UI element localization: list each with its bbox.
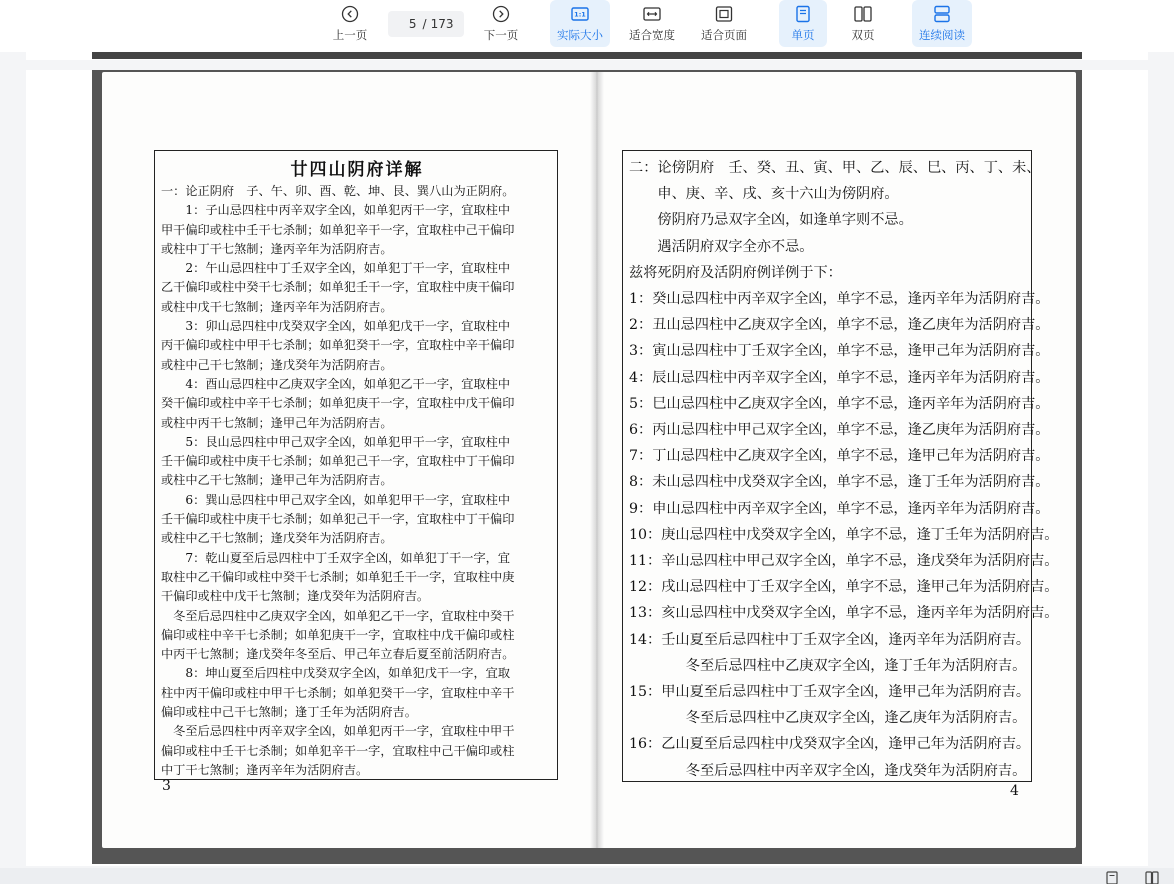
right-page-text-box	[622, 150, 1059, 782]
text-line: 15：甲山夏至后忌四柱中丁壬双字全凶，逢甲己年为活阴府吉。	[629, 684, 1031, 701]
text-line: 14：壬山夏至后忌四柱中丁壬双字全凶，逢丙辛年为活阴府吉。	[629, 631, 1031, 648]
book-gutter	[590, 72, 604, 848]
actual-size-label: 实际大小	[557, 28, 603, 42]
actual-size-icon	[571, 5, 589, 23]
total-pages: 173	[430, 17, 454, 31]
text-line: 10：庚山忌四柱中戊癸双字全凶，单字不忌，逢丁壬年为活阴府吉。	[629, 526, 1059, 543]
text-line: 13：亥山忌四柱中戊癸双字全凶，单字不忌，逢丙辛年为活阴府吉。	[629, 605, 1059, 622]
text-line: 3：寅山忌四柱中丁壬双字全凶，单字不忌，逢甲己年为活阴府吉。	[629, 343, 1050, 360]
text-line: 干偏印或柱中戊干七煞制；逢戊癸年为活阴府吉。	[161, 589, 430, 604]
text-line: 1：子山忌四柱中丙辛双字全凶，如单犯丙干一字，宜取柱中	[161, 203, 511, 218]
chevron-right-circle-icon	[492, 5, 510, 23]
text-line: 1：癸山忌四柱中丙辛双字全凶，单字不忌，逢丙辛年为活阴府吉。	[629, 291, 1050, 308]
text-line: 申、庚、辛、戌、亥十六山为傍阴府。	[629, 186, 899, 203]
page-separator: /	[422, 17, 427, 31]
text-line: 或柱中乙干七煞制；逢戊癸年为活阴府吉。	[161, 531, 393, 546]
prev-page-button[interactable]	[326, 0, 374, 47]
fit-width-button[interactable]	[622, 0, 682, 47]
text-line: 11：辛山忌四柱中甲己双字全凶，单字不忌，逢戊癸年为活阴府吉。	[629, 553, 1059, 570]
text-line: 16：乙山夏至后忌四柱中戊癸双字全凶，逢甲己年为活阴府吉。	[629, 736, 1031, 753]
text-line: 傍阴府乃忌双字全凶，如逢单字则不忌。	[629, 212, 913, 229]
text-line: 5：巳山忌四柱中乙庚双字全凶，单字不忌，逢丙辛年为活阴府吉。	[629, 395, 1050, 412]
fit-width-label: 适合宽度	[629, 28, 675, 42]
double-page-label: 双页	[851, 28, 875, 42]
text-line: 遇活阴府双字全亦不忌。	[629, 238, 814, 255]
text-line: 兹将死阴府及活阴府例详例于下：	[629, 264, 842, 281]
text-line: 7：丁山忌四柱中乙庚双字全凶，单字不忌，逢甲己年为活阴府吉。	[629, 448, 1050, 465]
continuous-reading-icon	[933, 5, 951, 23]
left-page-lines	[161, 182, 553, 780]
next-page-label: 下一页	[483, 28, 519, 42]
single-page-mode-icon[interactable]	[1105, 871, 1119, 884]
svg-text:1:1: 1:1	[574, 10, 586, 19]
text-line: 12：戌山忌四柱中丁壬双字全凶，单字不忌，逢甲己年为活阴府吉。	[629, 579, 1059, 596]
single-page-label: 单页	[791, 28, 815, 42]
text-line: 中丙干七煞制；逢戊癸年冬至后、甲己年立春后夏至前活阴府吉。	[161, 647, 515, 662]
text-line: 8：未山忌四柱中戊癸双字全凶，单字不忌，逢丁壬年为活阴府吉。	[629, 474, 1050, 491]
text-line: 丙干偏印或柱中甲干七杀制；如单犯癸干一字，宜取柱中辛干偏印	[161, 338, 515, 353]
page-indicator	[388, 11, 464, 37]
text-line: 4：辰山忌四柱中丙辛双字全凶，单字不忌，逢丙辛年为活阴府吉。	[629, 369, 1050, 386]
text-line: 二：论傍阴府 壬、癸、丑、寅、甲、乙、辰、巳、丙、丁、未、	[629, 160, 1041, 176]
text-line: 6：巽山忌四柱中甲己双字全凶，如单犯甲干一字，宜取柱中	[161, 492, 511, 507]
scanned-page-image	[92, 70, 1082, 864]
double-page-mode-icon[interactable]	[1145, 871, 1159, 884]
text-line: 一：论正阴府 子、午、卯、酉、乾、坤、艮、巽八山为正阴府。	[161, 184, 515, 198]
text-line: 冬至后忌四柱中丙辛双字全凶，如单犯丙干一字，宜取柱中甲干	[161, 724, 515, 739]
page-number-input[interactable]	[399, 17, 417, 31]
status-bar	[0, 868, 1174, 884]
text-line: 中丁干七煞制；逢丙辛年为活阴府吉。	[161, 762, 369, 777]
single-page-button[interactable]	[779, 0, 827, 47]
text-line: 壬干偏印或柱中庚干七杀制；如单犯己干一字，宜取柱中丁干偏印	[161, 454, 515, 469]
text-line: 6：丙山忌四柱中甲己双字全凶，单字不忌，逢乙庚年为活阴府吉。	[629, 422, 1050, 439]
text-line: 冬至后忌四柱中乙庚双字全凶，逢乙庚年为活阴府吉。	[629, 710, 1027, 727]
book-spread	[102, 72, 1076, 848]
fit-page-icon	[715, 5, 733, 23]
chevron-left-circle-icon	[341, 5, 359, 23]
text-line: 冬至后忌四柱中丙辛双字全凶，逢戊癸年为活阴府吉。	[629, 762, 1027, 779]
fit-page-label: 适合页面	[701, 28, 747, 42]
text-line: 偏印或柱中己干七煞制；逢丁壬年为活阴府吉。	[161, 705, 417, 720]
text-line: 乙干偏印或柱中癸干七杀制；如单犯壬干一字，宜取柱中庚干偏印	[161, 280, 515, 295]
text-line: 2：丑山忌四柱中乙庚双字全凶，单字不忌，逢乙庚年为活阴府吉。	[629, 317, 1050, 334]
left-page-text-box	[154, 150, 558, 780]
continuous-reading-label: 连续阅读	[919, 28, 965, 42]
text-line: 9：申山忌四柱中丙辛双字全凶，单字不忌，逢丙辛年为活阴府吉。	[629, 500, 1050, 517]
text-line: 或柱中己干七煞制；逢戊癸年为活阴府吉。	[161, 357, 393, 372]
text-line: 取柱中乙干偏印或柱中癸干七杀制；如单犯壬干一字，宜取柱中庚	[161, 569, 515, 584]
text-line: 5：艮山忌四柱中甲己双字全凶，如单犯甲干一字，宜取柱中	[161, 434, 511, 449]
text-line: 7：乾山夏至后忌四柱中丁壬双字全凶，如单犯丁干一字，宜	[161, 550, 511, 565]
fit-page-button[interactable]	[694, 0, 754, 47]
left-page-title: 廿四山阴府详解	[290, 160, 424, 180]
text-line: 癸干偏印或柱中辛干七杀制；如单犯庚干一字，宜取柱中戊干偏印	[161, 396, 515, 411]
viewer-toolbar	[0, 0, 1174, 52]
text-line: 8：坤山夏至后四柱中戊癸双字全凶，如单犯戊干一字，宜取	[161, 666, 511, 681]
text-line: 偏印或柱中辛干七杀制；如单犯庚干一字，宜取柱中戊干偏印或柱	[161, 627, 515, 642]
right-page-number: 4	[1010, 783, 1019, 799]
double-page-button[interactable]	[839, 0, 887, 47]
text-line: 甲干偏印或柱中壬干七杀制；如单犯辛干一字，宜取柱中己干偏印	[161, 222, 515, 237]
next-page-button[interactable]	[476, 0, 526, 47]
text-line: 或柱中丙干七煞制；逢甲己年为活阴府吉。	[161, 415, 393, 430]
text-line: 冬至后忌四柱中乙庚双字全凶，如单犯乙干一字，宜取柱中癸干	[161, 608, 515, 623]
continuous-reading-button[interactable]	[912, 0, 972, 47]
double-page-icon	[854, 5, 872, 23]
text-line: 或柱中丁干七煞制；逢丙辛年为活阴府吉。	[161, 241, 393, 256]
right-page-lines	[629, 155, 1059, 784]
text-line: 2：午山忌四柱中丁壬双字全凶，如单犯丁干一字，宜取柱中	[161, 261, 511, 276]
previous-page-scan-edge	[92, 52, 1082, 59]
actual-size-button[interactable]	[550, 0, 610, 47]
single-page-icon	[794, 5, 812, 23]
text-line: 或柱中乙干七煞制；逢甲己年为活阴府吉。	[161, 473, 393, 488]
text-line: 4：酉山忌四柱中乙庚双字全凶，如单犯乙干一字，宜取柱中	[161, 376, 511, 391]
left-page-number: 3	[162, 778, 171, 794]
text-line: 或柱中戊干七煞制；逢丙辛年为活阴府吉。	[161, 299, 393, 314]
text-line: 冬至后忌四柱中乙庚双字全凶，逢丁壬年为活阴府吉。	[629, 657, 1027, 674]
text-line: 柱中丙干偏印或柱中甲干七杀制；如单犯癸干一字，宜取柱中辛干	[161, 685, 515, 700]
text-line: 壬干偏印或柱中庚干七杀制；如单犯己干一字，宜取柱中丁干偏印	[161, 512, 515, 527]
text-line: 3：卯山忌四柱中戊癸双字全凶，如单犯戊干一字，宜取柱中	[161, 319, 511, 334]
fit-width-icon	[643, 5, 661, 23]
prev-page-label: 上一页	[332, 28, 368, 42]
text-line: 偏印或柱中壬干七杀制；如单犯辛干一字，宜取柱中己干偏印或柱	[161, 743, 515, 758]
